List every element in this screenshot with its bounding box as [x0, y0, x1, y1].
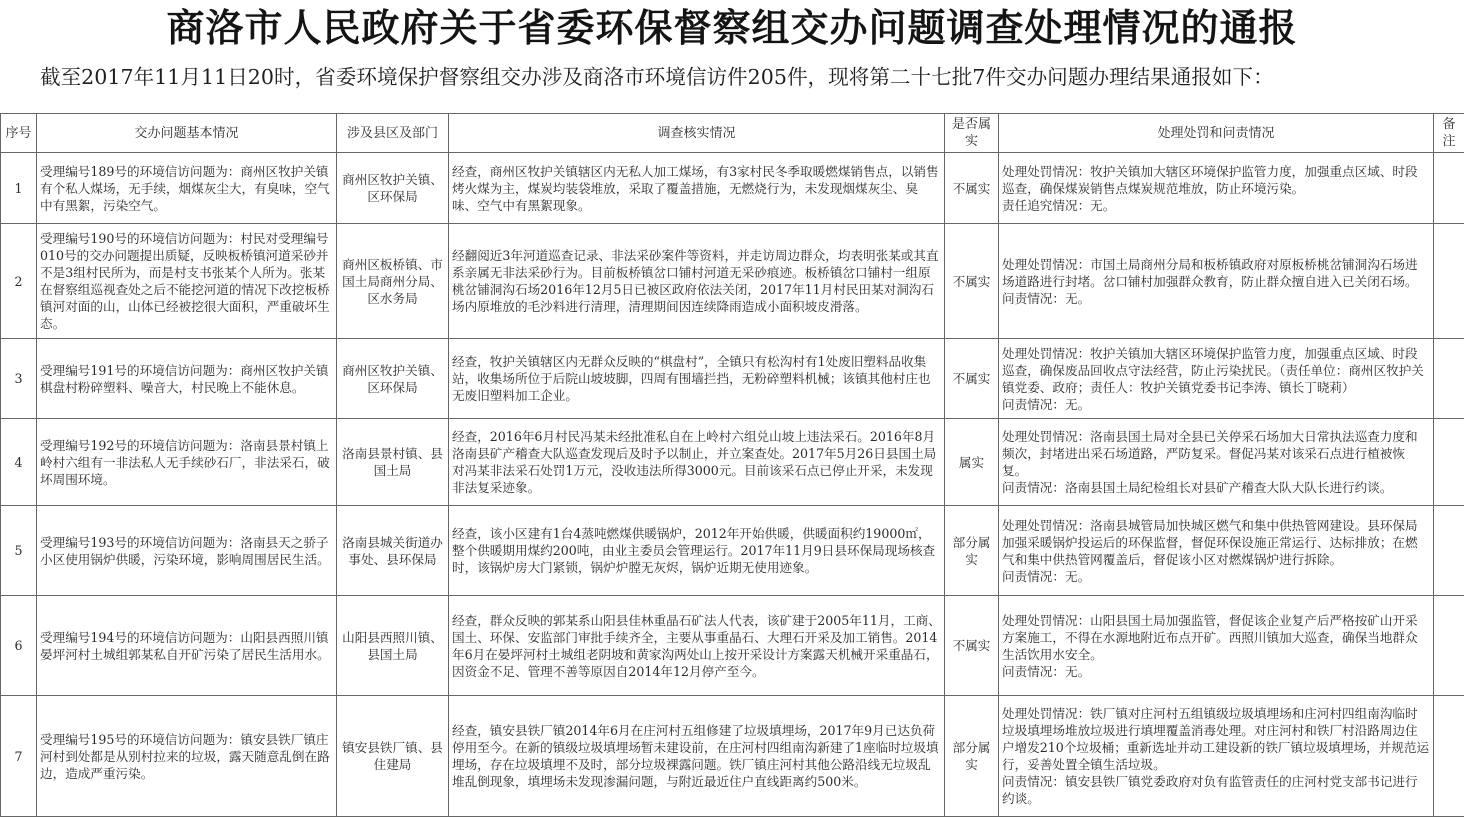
cell-seq: 7: [1, 696, 37, 817]
cell-handle: 处理处罚情况：牧护关镇加大辖区环境保护监管力度，加强重点区域、时段巡查，确保废品回收点守法经营，防止污染扰民。（责任单位：商州区牧护关镇党委、政府；责任人：牧护关镇党委书记李涛、镇长丁晓莉） 问责情况：无。: [999, 339, 1434, 419]
cell-verify: 经查，牧护关镇辖区内无群众反映的“棋盘村”，全镇只有松沟村有1处废旧塑料品收集站，收集场所位于后院山坡坡脚，四周有围墙拦挡，无粉碎塑料机械；该镇其他村庄也无废旧塑料加工企业。: [449, 339, 945, 419]
cell-note: [1434, 224, 1464, 339]
cell-issue: 受理编号190号的环境信访问题为：村民对受理编号010号的交办问题提出质疑，反映板桥镇河道采砂并不是3组村民所为，而是村支书张某个人所为。张某在督察组巡视查处之后不能挖河道的情况下改挖板桥镇河对面的山，山体已经被挖很大面积，严重破坏生态。: [37, 224, 337, 339]
cell-issue: 受理编号192号的环境信访问题为：洛南县景村镇上岭村六组有一非法私人无手续砂石厂，非法采石，破坏周围环境。: [37, 419, 337, 506]
table-row: [1, 339, 1464, 419]
cell-handle: 处理处罚情况：洛南县国土局对全县已关停采石场加大日常执法巡查力度和频次，封堵进出采石场道路，严防复采。督促冯某对该采石点进行植被恢复。 问责情况：洛南县国土局纪检组长对县矿产稽查大队大队长进行约谈。: [999, 419, 1434, 506]
cell-note: [1434, 506, 1464, 596]
intro-text: 截至2017年11月11日20时，省委环境保护督察组交办涉及商洛市环境信访件205件，现将第二十七批7件交办问题办理结果通报如下：: [40, 62, 1460, 92]
cell-status: 不属实: [945, 596, 999, 696]
cell-note: [1434, 153, 1464, 224]
table-row: [1, 506, 1464, 596]
cell-issue: 受理编号191号的环境信访问题为：商州区牧护关镇棋盘村粉碎塑料、噪音大，村民晚上不能休息。: [37, 339, 337, 419]
cell-issue: 受理编号194号的环境信访问题为：山阳县西照川镇晏坪河村土城组郭某私自开矿污染了居民生活用水。: [37, 596, 337, 696]
header-verify: 调查核实情况: [449, 114, 945, 153]
cell-note: [1434, 339, 1464, 419]
cell-seq: 6: [1, 596, 37, 696]
cell-note: [1434, 696, 1464, 817]
cell-handle: 处理处罚情况：洛南县城管局加快城区燃气和集中供热管网建设。县环保局加强采暖锅炉投运后的环保监督，督促环保设施正常运行、达标排放；在燃气和集中供热管网覆盖后，督促该小区对燃煤锅炉进行拆除。 问责情况：无。: [999, 506, 1434, 596]
cell-issue: 受理编号189号的环境信访问题为：商州区牧护关镇有个私人煤场，无手续，烟煤灰尘大，有臭味，空气中有黑絮，污染空气。: [37, 153, 337, 224]
table-row: [1, 696, 1464, 817]
header-issue: 交办问题基本情况: [37, 114, 337, 153]
cell-dept: 洛南县景村镇、县国土局: [337, 419, 449, 506]
cell-dept: 商州区牧护关镇、区环保局: [337, 339, 449, 419]
cell-dept: 商州区板桥镇、市国土局商州分局、区水务局: [337, 224, 449, 339]
header-dept: 涉及县区及部门: [337, 114, 449, 153]
cell-status: 不属实: [945, 224, 999, 339]
report-table: [0, 113, 1464, 817]
page-title: 商洛市人民政府关于省委环保督察组交办问题调查处理情况的通报: [0, 3, 1464, 53]
table-header-row: [1, 114, 1464, 153]
cell-handle: 处理处罚情况：铁厂镇对庄河村五组镇级垃圾填埋场和庄河村四组南沟临时垃圾填埋场堆放垃圾进行填埋覆盖消毒处理。对庄河村和铁厂村沿路周边住户增发210个垃圾桶；重新选址并动工建设新的铁厂镇垃圾填埋场，并规范运行，妥善处置全镇生活垃圾。 问责情况：镇安县铁厂镇党委政府对负有监管责任的庄河村党支部书记进行约谈。: [999, 696, 1434, 817]
cell-dept: 镇安县铁厂镇、县住建局: [337, 696, 449, 817]
cell-seq: 4: [1, 419, 37, 506]
cell-status: 部分属实: [945, 696, 999, 817]
cell-verify: 经查，镇安县铁厂镇2014年6月在庄河村五组修建了垃圾填埋场，2017年9月已达负荷停用至今。在新的镇级垃圾填埋场暂未建设前，在庄河村四组南沟新建了1座临时垃圾填埋场，存在垃圾填埋不及时，部分垃圾裸露问题。铁厂镇庄河村其他公路沿线无垃圾乱堆乱倒现象，填埋场未发现渗漏问题，与附近最近住户直线距离约500米。: [449, 696, 945, 817]
cell-status: 属实: [945, 419, 999, 506]
cell-handle: 处理处罚情况：市国土局商州分局和板桥镇政府对原板桥桃岔铺洞沟石场进场道路进行封堵。岔口铺村加强群众教育，防止群众擅自进入已关闭石场。 问责情况：无。: [999, 224, 1434, 339]
cell-status: 不属实: [945, 153, 999, 224]
cell-verify: 经查，该小区建有1台4蒸吨燃煤供暖锅炉，2012年开始供暖，供暖面积约19000㎡，整个供暖期用煤约200吨，由业主委员会管理运行。2017年11月9日县环保局现场核查时，该锅炉房大门紧锁，锅炉炉膛无灰烬，锅炉近期无使用迹象。: [449, 506, 945, 596]
table-row: [1, 419, 1464, 506]
table-row: [1, 153, 1464, 224]
cell-verify: 经查，群众反映的郭某系山阳县佳林重晶石矿法人代表，该矿建于2005年11月，工商、国土、环保、安监部门审批手续齐全，主要从事重晶石、大理石开采及加工销售。2014年6月在晏坪河村土城组老阴坡和黄家沟两处山上按开采设计方案露天机械开采重晶石，因资金不足、管理不善等原因自2014年12月停产至今。: [449, 596, 945, 696]
table-row: [1, 596, 1464, 696]
cell-status: 不属实: [945, 339, 999, 419]
cell-handle: 处理处罚情况：山阳县国土局加强监管，督促该企业复产后严格按矿山开采方案施工，不得在水源地附近布点开矿。西照川镇加大巡查，确保当地群众生活饮用水安全。 问责情况：无。: [999, 596, 1434, 696]
header-seq: 序号: [1, 114, 37, 153]
cell-note: [1434, 596, 1464, 696]
table-row: [1, 224, 1464, 339]
cell-verify: 经查，2016年6月村民冯某未经批准私自在上岭村六组兑山坡上违法采石。2016年8月洛南县矿产稽查大队巡查发现后及时予以制止，并立案查处。2017年5月26日县国土局对冯某非法采石处罚1万元，没收违法所得3000元。目前该采石点已停止开采，未发现非法复采迹象。: [449, 419, 945, 506]
cell-issue: 受理编号195号的环境信访问题为：镇安县铁厂镇庄河村到处都是从别村拉来的垃圾，露天随意乱倒在路边，造成严重污染。: [37, 696, 337, 817]
header-note: 备注: [1434, 114, 1464, 153]
header-status: 是否属实: [945, 114, 999, 153]
cell-seq: 2: [1, 224, 37, 339]
cell-seq: 5: [1, 506, 37, 596]
cell-dept: 洛南县城关街道办事处、县环保局: [337, 506, 449, 596]
cell-dept: 商州区牧护关镇、区环保局: [337, 153, 449, 224]
cell-dept: 山阳县西照川镇、县国土局: [337, 596, 449, 696]
cell-verify: 经翻阅近3年河道巡查记录、非法采砂案件等资料，并走访周边群众，均表明张某或其直系亲属无非法采砂行为。目前板桥镇岔口铺村河道无采砂痕迹。板桥镇岔口铺村一组原桃岔铺洞沟石场2016年12月5日已被区政府依法关闭，2017年11月村民田某对洞沟石场内原堆放的毛沙料进行清理，清理期间因连续降雨造成小面积坡皮滑落。: [449, 224, 945, 339]
cell-issue: 受理编号193号的环境信访问题为：洛南县天之骄子小区使用锅炉供暖，污染环境，影响周围居民生活。: [37, 506, 337, 596]
cell-status: 部分属实: [945, 506, 999, 596]
cell-seq: 1: [1, 153, 37, 224]
cell-seq: 3: [1, 339, 37, 419]
cell-note: [1434, 419, 1464, 506]
cell-verify: 经查，商州区牧护关镇辖区内无私人加工煤场，有3家村民冬季取暖燃煤销售点，以销售烤火煤为主，煤炭均装袋堆放，采取了覆盖措施，无燃烧行为，未发现烟煤灰尘、臭味、空气中有黑絮现象。: [449, 153, 945, 224]
header-handle: 处理处罚和问责情况: [999, 114, 1434, 153]
cell-handle: 处理处罚情况：牧护关镇加大辖区环境保护监管力度，加强重点区域、时段巡查，确保煤炭销售点煤炭规范堆放，防止环境污染。 责任追究情况：无。: [999, 153, 1434, 224]
